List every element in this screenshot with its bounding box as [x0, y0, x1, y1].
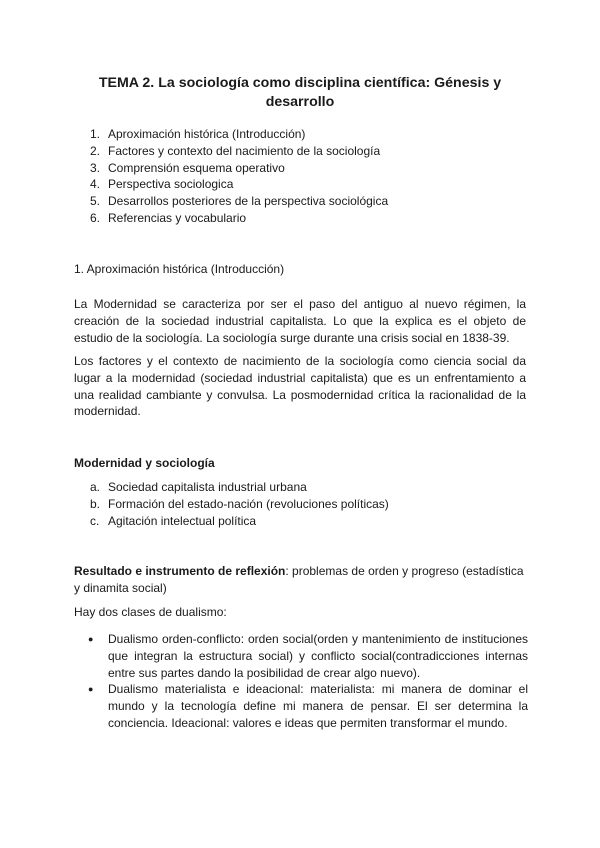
bullet-item	[88, 631, 528, 681]
page-title	[60, 74, 540, 112]
toc-label: Factores y contexto del nacimiento de la sociología	[108, 143, 381, 158]
dualismo-intro: Hay dos clases de dualismo:	[74, 605, 227, 619]
toc-item	[90, 193, 388, 210]
list-label: Agitación intelectual política	[108, 514, 257, 528]
list-label: Sociedad capitalista industrial urbana	[108, 480, 307, 494]
toc-label: Referencias y vocabulario	[108, 210, 247, 225]
bullet-text: Dualismo orden-conflicto: orden social(orden y mantenimiento de instituciones que integran la estructura social) y conflicto social(contradicciones internas entre sus partes dando la posibilidad de crear algo nuevo).	[108, 632, 528, 680]
title-line-1: TEMA 2. La sociología como disciplina científica: Génesis y	[98, 75, 502, 91]
toc-item	[90, 126, 388, 143]
resultado-paragraph	[74, 563, 526, 597]
toc-item	[90, 210, 388, 227]
paragraph-factores: Los factores y el contexto de nacimiento de la sociología como ciencia social da lugar a la modernidad (sociedad industrial capitalista) que es un enfrentamiento a una realidad cambiante y convulsa. La posmodernidad crítica la racionalidad de la modernidad.	[74, 354, 526, 419]
list-item	[90, 496, 389, 513]
list-letter: c.	[90, 514, 100, 528]
table-of-contents	[90, 126, 388, 227]
toc-label: Desarrollos posteriores de la perspectiva sociológica	[108, 194, 389, 209]
bullet-list	[88, 631, 528, 732]
resultado-bold: Resultado e instrumento de reflexión	[74, 564, 286, 578]
bullet-text: Dualismo materialista e ideacional: materialista: mi manera de dominar el mundo y la tecnología define mi manera de pensar. El ser determina la conciencia. Ideacional: valores e ideas que permiten transformar el mundo.	[108, 682, 528, 730]
bullet-icon: ●	[88, 634, 94, 644]
modernidad-heading: Modernidad y sociología	[74, 456, 215, 470]
list-label: Formación del estado-nación (revoluciones políticas)	[108, 497, 389, 511]
toc-number: 6.	[90, 210, 101, 225]
toc-item	[90, 176, 388, 193]
title-line-2: desarrollo	[265, 94, 335, 110]
bullet-icon: ●	[88, 684, 94, 695]
section-1-heading: 1. Aproximación histórica (Introducción)	[74, 262, 285, 276]
bullet-item	[88, 681, 528, 731]
toc-item	[90, 143, 388, 160]
toc-number: 3.	[90, 160, 101, 175]
resultado-rest: : problemas de orden y progreso (estadística y dinamita social)	[74, 564, 524, 595]
toc-label: Comprensión esquema operativo	[108, 160, 285, 175]
list-item	[90, 513, 389, 530]
paragraph-modernidad: La Modernidad se caracteriza por ser el paso del antiguo al nuevo régimen, la creación de la sociedad industrial capitalista. Lo que la explica es el objeto de estudio de la sociología. La sociología surge durante una crisis social en 1838-39.	[74, 297, 526, 345]
list-letter: a.	[90, 480, 101, 494]
toc-number: 4.	[90, 177, 101, 192]
alpha-list	[90, 479, 389, 530]
list-letter: b.	[90, 497, 101, 511]
toc-number: 1.	[90, 127, 101, 141]
list-item	[90, 479, 389, 496]
toc-label: Aproximación histórica (Introducción)	[108, 127, 306, 141]
toc-item	[90, 160, 388, 177]
toc-number: 2.	[90, 143, 101, 158]
toc-number: 5.	[90, 194, 101, 209]
toc-label: Perspectiva sociologica	[108, 177, 234, 192]
